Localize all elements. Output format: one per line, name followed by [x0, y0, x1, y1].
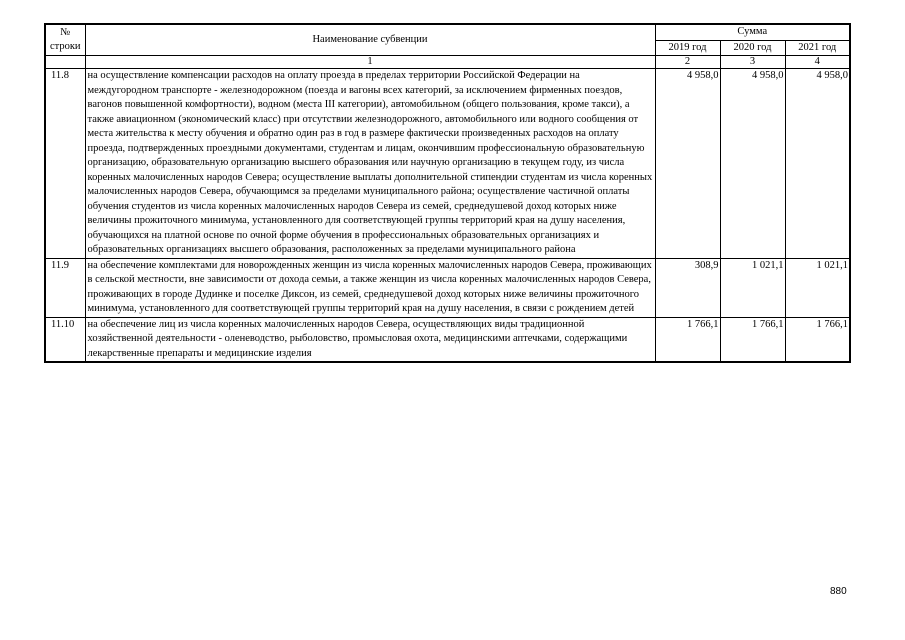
subvention-description: на осуществление компенсации расходов на оплату проезда в пределах территории Российской Федерации на междугородном транспорте - железнодорожном (поезда и вагоны всех категорий, за исключением фирменных поездов, вагонов повышенной комфортности), водном (места III категории), автомобильном (общего пользования, кроме такси), а также авиационном (экономический класс) при отсутствии железнодорожного, автомобильного или водного сообщения от места жительства к месту обучения и обратно один раз в год в размере фактически произведенных расходов на оплату проезда, подтвержденных проездными документами, студентам и лицам, окончившим профессиональную образовательную организацию, образовательную организацию высшего образования или научную организацию в текущем году, из числа коренных малочисленных народов Севера; осуществление выплаты дополнительной стипендии студентам из числа коренных малочисленных народов Севера, обучающимся за пределами муниципального района; осуществление частичной оплаты обучения студентов из числа коренных малочисленных народов Севера из семей, среднедушевой доход которых ниже величины прожиточного минимума, установленного для соответствующей группы территорий края на душу населения, обучающихся на платной основе по очной форме обучения в профессиональных образовательных организациях и образовательных организациях высшего образования, расположенных за пределами муниципального района	[85, 69, 655, 259]
column-index-2: 2	[655, 56, 720, 69]
sum-header: Сумма	[655, 24, 850, 40]
amount-2019: 4 958,0	[655, 69, 720, 259]
column-index-empty	[45, 56, 85, 69]
row-number: 11.8	[45, 69, 85, 259]
page-number: 880	[830, 586, 847, 597]
amount-2021: 1 021,1	[785, 258, 850, 317]
table-row	[45, 317, 850, 362]
amount-2020: 1 021,1	[720, 258, 785, 317]
subvention-description: на обеспечение лиц из числа коренных малочисленных народов Севера, осуществляющих виды традиционной хозяйственной деятельности - оленеводство, рыболовство, промысловая охота, медицинскими аптечками, содержащими лекарственные препараты и медицинские изделия	[85, 317, 655, 362]
row-number-header-line1: №	[60, 26, 71, 38]
row-number-header-line2: строки	[49, 41, 81, 52]
year-header-2019: 2019 год	[655, 40, 720, 56]
row-number: 11.10	[45, 317, 85, 362]
year-header-2020: 2020 год	[720, 40, 785, 56]
row-number-header	[45, 24, 85, 56]
row-number: 11.9	[45, 258, 85, 317]
subvention-description: на обеспечение комплектами для новорожденных женщин из числа коренных малочисленных народов Севера, проживающих в сельской местности, вне зависимости от дохода семьи, а также женщин из числа коренных малочисленных народов Севера, проживающих в городе Дудинке и поселке Диксон, из семей, среднедушевой доход которых ниже величины прожиточного минимума, установленного для соответствующей группы территорий края на душу населения, в связи с рождением детей	[85, 258, 655, 317]
amount-2020: 1 766,1	[720, 317, 785, 362]
column-index-row	[45, 56, 850, 69]
table-row	[45, 69, 850, 259]
header-row-1	[45, 24, 850, 40]
amount-2019: 308,9	[655, 258, 720, 317]
amount-2020: 4 958,0	[720, 69, 785, 259]
column-index-4: 4	[785, 56, 850, 69]
column-index-1: 1	[85, 56, 655, 69]
subvention-table	[44, 23, 851, 363]
amount-2019: 1 766,1	[655, 317, 720, 362]
table-row	[45, 258, 850, 317]
amount-2021: 4 958,0	[785, 69, 850, 259]
column-index-3: 3	[720, 56, 785, 69]
name-header: Наименование субвенции	[85, 24, 655, 56]
year-header-2021: 2021 год	[785, 40, 850, 56]
amount-2021: 1 766,1	[785, 317, 850, 362]
